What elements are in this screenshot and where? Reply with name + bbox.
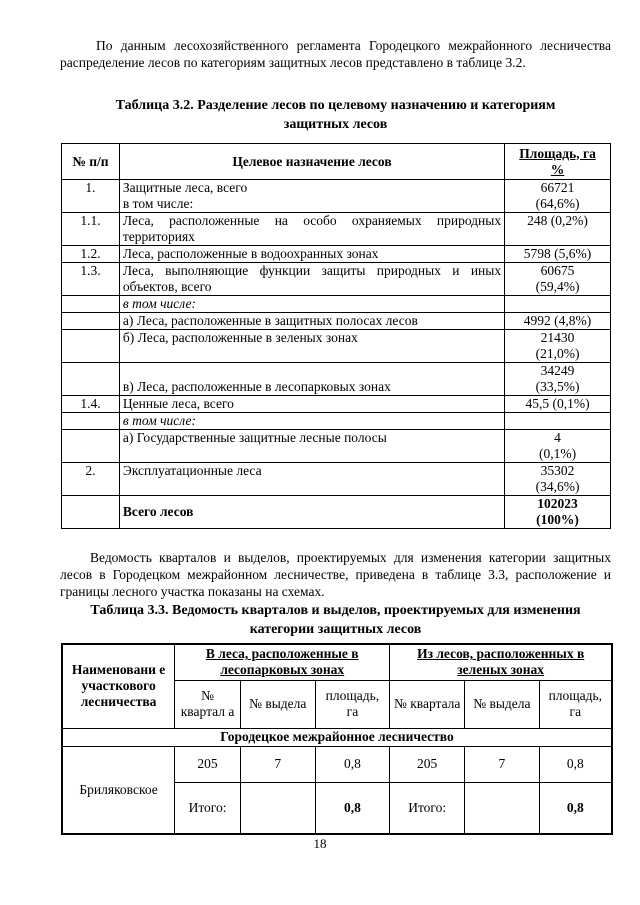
header-area: площадь, га — [539, 680, 612, 728]
row-area-line2: (21,0%) — [535, 346, 580, 361]
quarters-table — [61, 643, 613, 835]
row-area-line1: 35302 — [540, 463, 575, 478]
row-purpose: а) Государственные защитные лесные полосы — [119, 430, 504, 463]
row-area-line2: (34,6%) — [535, 479, 580, 494]
row-area-line2: (64,6%) — [535, 196, 580, 211]
table-row — [62, 396, 611, 413]
kvartal-value: 205 — [390, 746, 465, 782]
total-label: Итого: — [390, 782, 465, 834]
row-area-line2: (0,1%) — [538, 446, 577, 461]
row-purpose-line2: в том числе: — [122, 196, 194, 211]
row-purpose: в) Леса, расположенные в лесопарковых зонах — [119, 363, 504, 396]
total-area: 0,8 — [539, 782, 612, 834]
header-area — [505, 144, 611, 180]
table33-section-row — [62, 728, 612, 746]
table32-caption — [60, 96, 611, 134]
table-row — [62, 313, 611, 330]
header-forestry-name: Наименовани е участкового лесничества — [62, 644, 175, 728]
header-area-line2: % — [550, 161, 565, 177]
row-area-line1: 66721 — [540, 180, 575, 195]
header-kvartal: № квартала — [390, 680, 465, 728]
row-area — [505, 430, 611, 463]
row-purpose: в том числе: — [119, 413, 504, 430]
row-num — [62, 496, 120, 529]
header-vydel: № выдела — [240, 680, 315, 728]
vydel-value: 7 — [465, 746, 540, 782]
row-area: 5798 (5,6%) — [505, 246, 611, 263]
row-area — [505, 363, 611, 396]
forestry-name: Бриляковское — [62, 746, 175, 834]
row-num — [62, 313, 120, 330]
row-purpose — [119, 180, 504, 213]
row-num: 1.1. — [62, 213, 120, 246]
table-row — [62, 263, 611, 296]
empty-cell — [240, 782, 315, 834]
total-label: Итого: — [175, 782, 241, 834]
row-area-line2: (59,4%) — [535, 279, 580, 294]
row-num: 2. — [62, 463, 120, 496]
row-num — [62, 430, 120, 463]
table33-header-row1 — [62, 644, 612, 680]
empty-cell — [465, 782, 540, 834]
vydel-value: 7 — [240, 746, 315, 782]
table-header-row — [62, 144, 611, 180]
table-row — [62, 413, 611, 430]
table32-caption-line1: Таблица 3.2. Разделение лесов по целевому назначению и категориям — [115, 98, 556, 113]
table33-caption — [60, 601, 611, 639]
header-group-from-green-text: Из лесов, расположенных в зеленых зонах — [417, 646, 585, 678]
total-area-line1: 102023 — [537, 496, 578, 511]
row-num: 1.2. — [62, 246, 120, 263]
header-purpose: Целевое назначение лесов — [119, 144, 504, 180]
middle-paragraph: Ведомость кварталов и выделов, проектируемых для изменения категории защитных лесов в Городецком межрайонном лесничестве, приведена в таблице 3.3, расположение и границы лесного участка показаны на схемах. — [60, 550, 611, 599]
row-purpose: в том числе: — [119, 296, 504, 313]
row-purpose: Леса, расположенные на особо охраняемых природных территориях — [119, 213, 504, 246]
row-area: 4992 (4,8%) — [505, 313, 611, 330]
section-title: Городецкое межрайонное лесничество — [62, 728, 612, 746]
table-row — [62, 430, 611, 463]
total-label: Всего лесов — [119, 496, 504, 529]
row-num: 1. — [62, 180, 120, 213]
header-area-line1: Площадь, га — [519, 145, 596, 161]
row-purpose: Леса, расположенные в водоохранных зонах — [119, 246, 504, 263]
table-total-row — [62, 496, 611, 529]
row-purpose: Эксплуатационные леса — [119, 463, 504, 496]
table-row — [62, 363, 611, 396]
row-area — [505, 413, 611, 430]
row-purpose: Леса, выполняющие функции защиты природных и иных объектов, всего — [119, 263, 504, 296]
header-kvartal: № квартал а — [175, 680, 241, 728]
row-area — [505, 296, 611, 313]
header-group-to-park-text: В леса, расположенные в лесопарковых зонах — [205, 646, 359, 678]
row-num — [62, 413, 120, 430]
header-vydel: № выдела — [465, 680, 540, 728]
page-number: 18 — [313, 836, 327, 851]
table-row — [62, 180, 611, 213]
kvartal-value: 205 — [175, 746, 241, 782]
row-purpose: б) Леса, расположенные в зеленых зонах — [119, 330, 504, 363]
row-area: 45,5 (0,1%) — [505, 396, 611, 413]
total-area: 0,8 — [315, 782, 390, 834]
row-area — [505, 463, 611, 496]
table-row — [62, 746, 612, 782]
table-row — [62, 463, 611, 496]
table-row — [62, 213, 611, 246]
header-group-from-green — [390, 644, 612, 680]
row-num — [62, 363, 120, 396]
intro-paragraph: По данным лесохозяйственного регламента Городецкого межрайонного лесничества распределение лесов по категориям защитных лесов представлено в таблице 3.2. — [60, 38, 611, 70]
area-value: 0,8 — [539, 746, 612, 782]
row-area — [505, 330, 611, 363]
row-area-line1: 4 — [554, 430, 561, 445]
row-num: 1.3. — [62, 263, 120, 296]
area-value: 0,8 — [315, 746, 390, 782]
header-num: № п/п — [62, 144, 120, 180]
row-area-line1: 21430 — [540, 330, 575, 345]
row-purpose: а) Леса, расположенные в защитных полосах лесов — [119, 313, 504, 330]
row-purpose: Ценные леса, всего — [119, 396, 504, 413]
row-num — [62, 330, 120, 363]
total-area-line2: (100%) — [536, 512, 579, 527]
row-num — [62, 296, 120, 313]
row-area-line1: 60675 — [540, 263, 575, 278]
table-row — [62, 246, 611, 263]
table-row — [62, 330, 611, 363]
table-row — [62, 296, 611, 313]
row-area-line2: (33,5%) — [535, 379, 580, 394]
forest-category-table — [61, 143, 611, 529]
table33-caption-line1: Таблица 3.3. Ведомость кварталов и выделов, проектируемых для изменения — [90, 603, 581, 618]
header-area: площадь, га — [315, 680, 390, 728]
row-area — [505, 180, 611, 213]
row-area: 248 (0,2%) — [505, 213, 611, 246]
row-area-line1: 34249 — [540, 363, 575, 378]
row-purpose-line1: Защитные леса, всего — [122, 180, 248, 195]
total-area — [505, 496, 611, 529]
row-num: 1.4. — [62, 396, 120, 413]
row-area — [505, 263, 611, 296]
header-group-to-park — [175, 644, 390, 680]
table33-caption-line2: категории защитных лесов — [249, 622, 422, 637]
table32-caption-line2: защитных лесов — [283, 117, 388, 132]
